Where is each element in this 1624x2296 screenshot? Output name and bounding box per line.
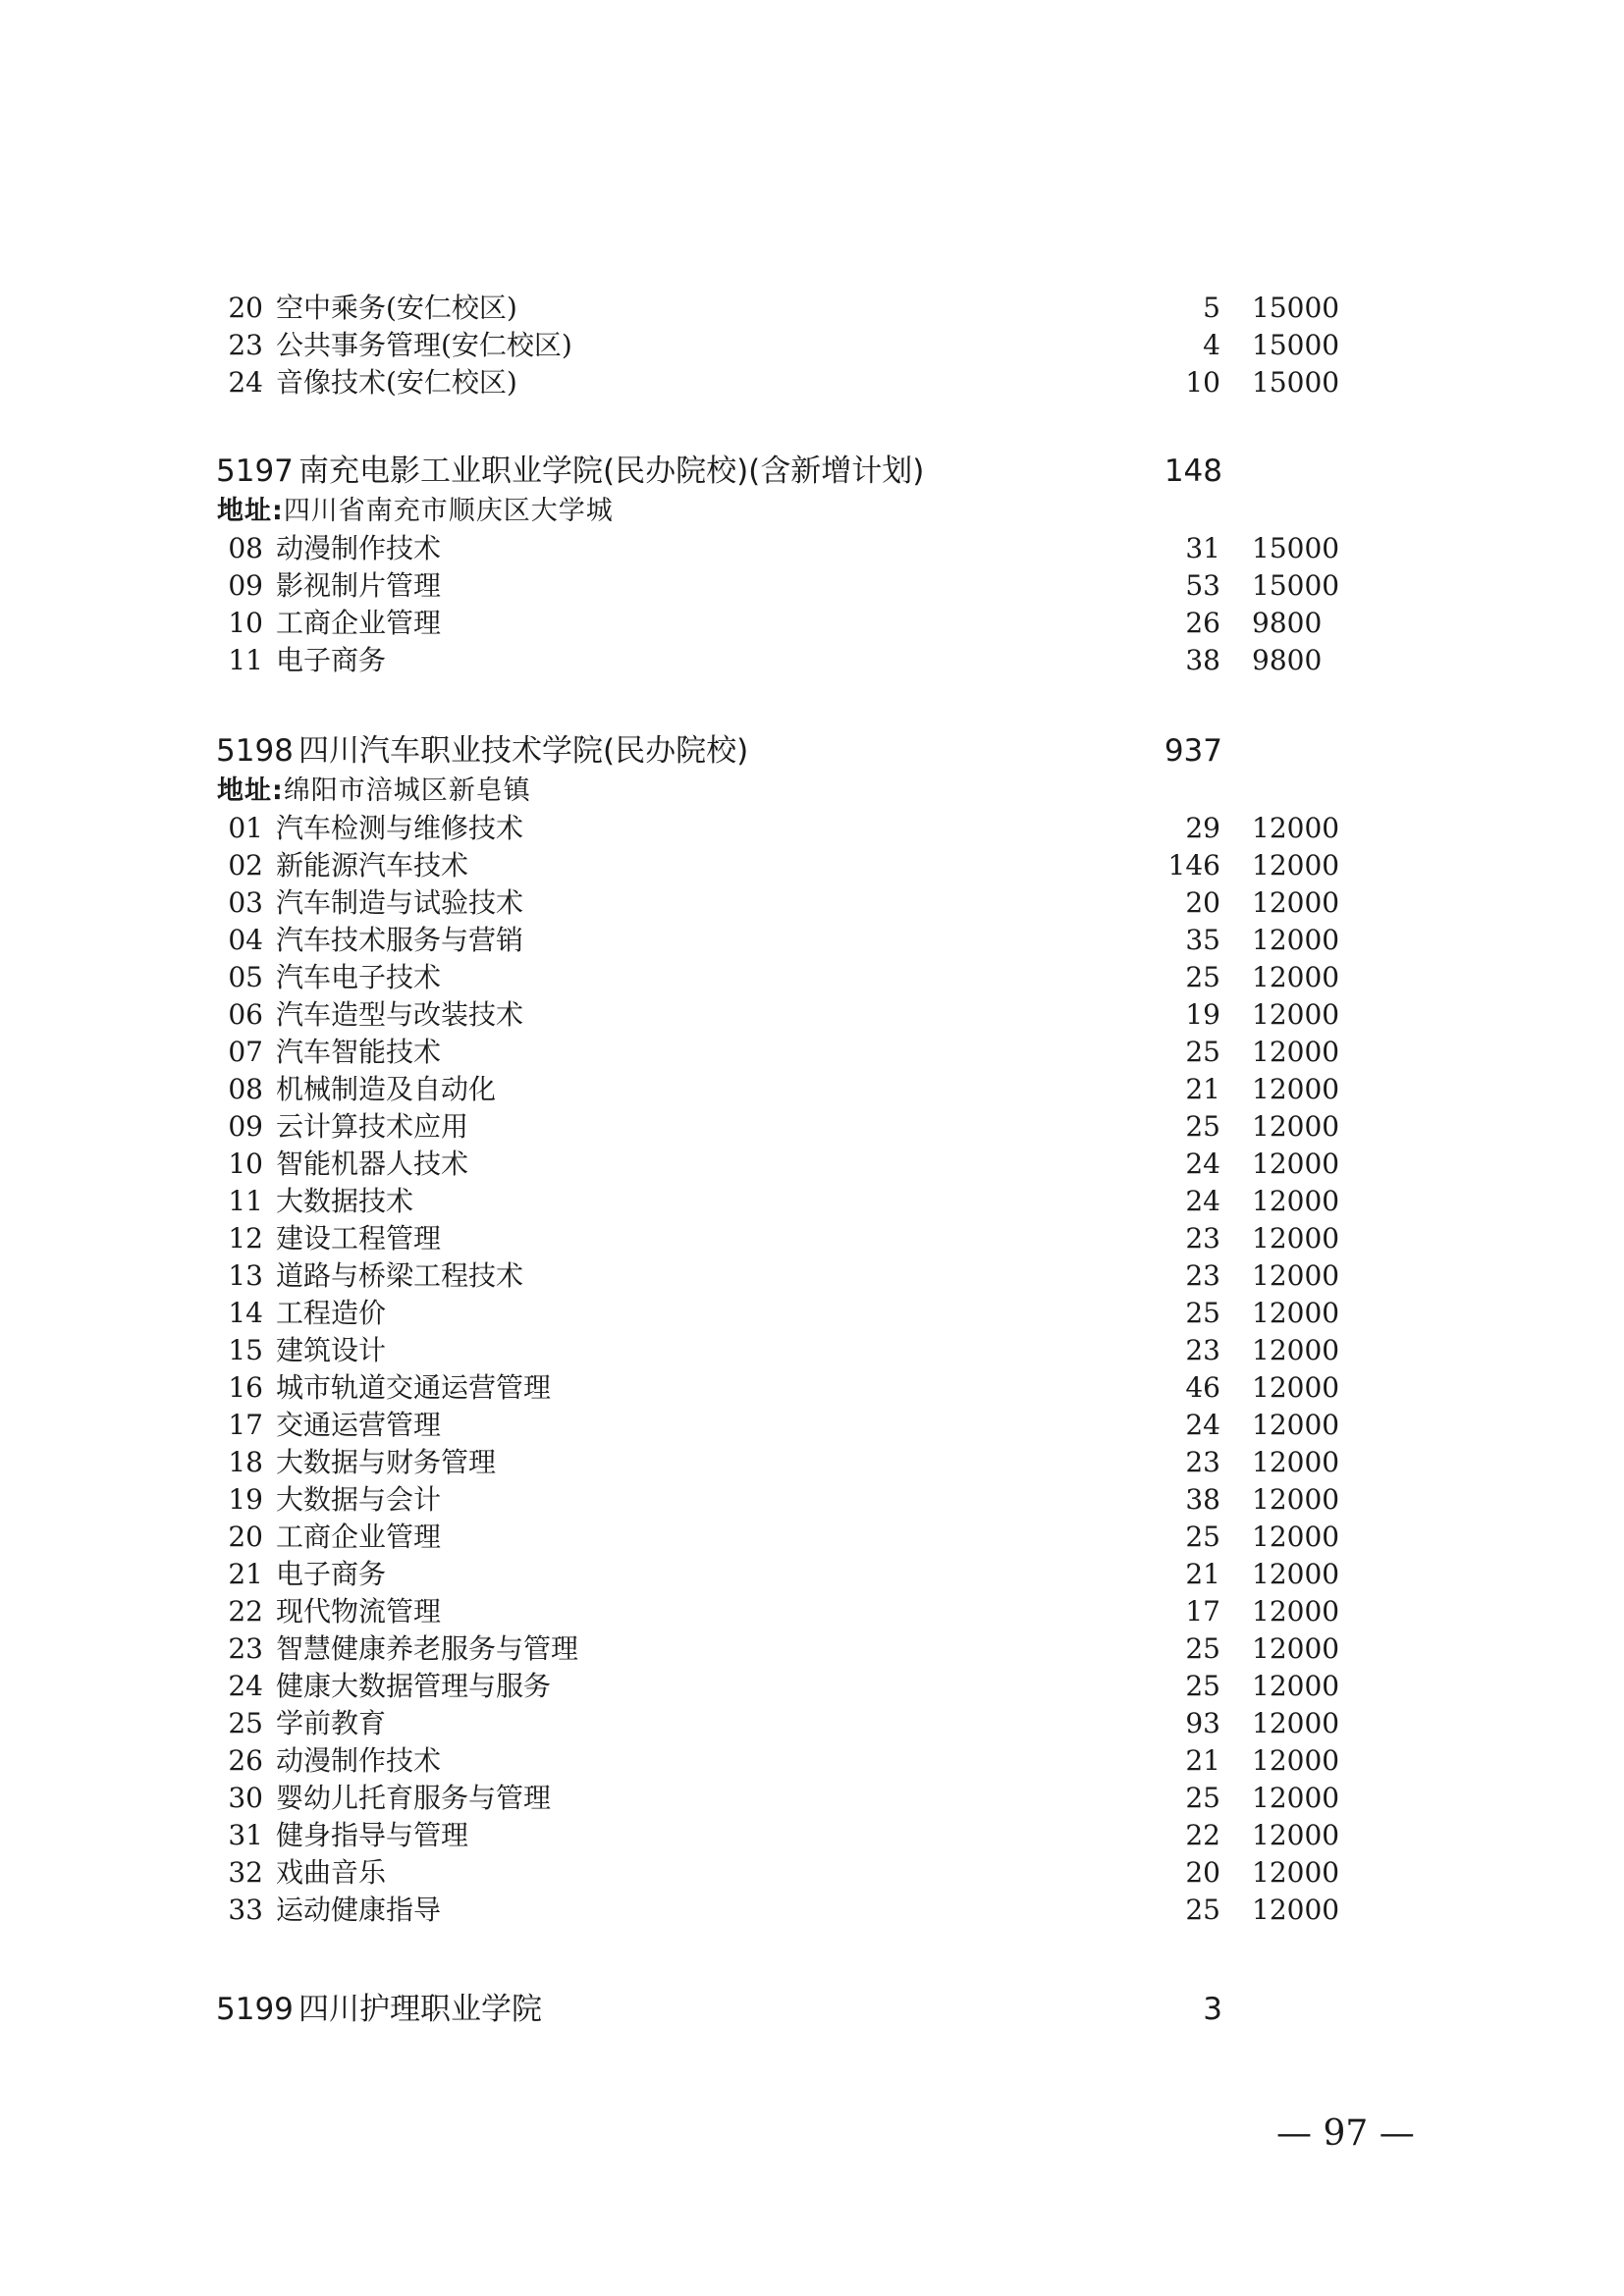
major-code: 18 [228, 1446, 263, 1478]
school-address [0, 773, 1624, 810]
major-count: 35 [1185, 924, 1220, 956]
major-count: 4 [1203, 329, 1220, 361]
major-fee: 12000 [1252, 1558, 1340, 1590]
school-address [0, 493, 1624, 530]
major-code: 10 [228, 607, 263, 639]
major-fee: 12000 [1252, 1856, 1340, 1889]
major-count: 20 [1185, 1856, 1220, 1889]
major-count: 23 [1185, 1334, 1220, 1366]
major-fee: 12000 [1252, 998, 1340, 1031]
major-row [0, 959, 1624, 996]
major-fee: 12000 [1252, 1595, 1340, 1628]
major-name: 音像技术(安仁校区) [276, 366, 517, 399]
school-code: 5199 [216, 1992, 294, 2027]
major-row [0, 1146, 1624, 1183]
major-name: 大数据技术 [276, 1185, 414, 1217]
major-fee: 12000 [1252, 1670, 1340, 1702]
major-count: 146 [1167, 849, 1220, 881]
major-code: 08 [228, 532, 263, 564]
major-fee: 12000 [1252, 1521, 1340, 1553]
major-code: 11 [228, 644, 263, 676]
major-row [0, 1742, 1624, 1780]
major-fee: 12000 [1252, 1334, 1340, 1366]
major-fee: 12000 [1252, 1409, 1340, 1441]
major-code: 31 [228, 1819, 263, 1851]
address-label: 地址: [217, 775, 284, 806]
school-section-5199 [0, 1988, 1624, 2031]
major-code: 23 [228, 329, 263, 361]
school-section-5198 [0, 729, 1624, 1929]
page-number: — 97 — [1276, 2113, 1415, 2154]
major-row [0, 1444, 1624, 1481]
major-name: 动漫制作技术 [276, 1744, 442, 1777]
major-name: 动漫制作技术 [276, 532, 442, 564]
major-code: 10 [228, 1148, 263, 1180]
major-fee: 12000 [1252, 1297, 1340, 1329]
major-code: 33 [228, 1894, 263, 1926]
school-total: 148 [1164, 454, 1222, 489]
major-code: 16 [228, 1371, 263, 1404]
major-fee: 15000 [1252, 329, 1340, 361]
major-name: 汽车检测与维修技术 [276, 812, 524, 844]
major-row [0, 1332, 1624, 1369]
major-row [0, 996, 1624, 1034]
school-total: 3 [1203, 1992, 1222, 2027]
major-name: 机械制造及自动化 [276, 1073, 497, 1105]
major-code: 07 [228, 1036, 263, 1068]
major-code: 05 [228, 961, 263, 993]
major-name: 建筑设计 [276, 1334, 387, 1366]
major-row [0, 810, 1624, 847]
major-fee: 15000 [1252, 366, 1340, 399]
major-count: 17 [1185, 1595, 1220, 1628]
major-fee: 15000 [1252, 532, 1340, 564]
major-code: 23 [228, 1632, 263, 1665]
major-count: 26 [1185, 607, 1220, 639]
major-row [0, 1481, 1624, 1519]
major-name: 戏曲音乐 [276, 1856, 387, 1889]
major-row [0, 1034, 1624, 1071]
school-name: 四川汽车职业技术学院(民办院校) [298, 733, 749, 769]
major-count: 29 [1185, 812, 1220, 844]
major-row [0, 1369, 1624, 1407]
major-fee: 12000 [1252, 1744, 1340, 1777]
major-fee: 12000 [1252, 1222, 1340, 1255]
address-text: 绵阳市涪城区新皂镇 [283, 775, 531, 806]
major-fee: 12000 [1252, 1632, 1340, 1665]
major-count: 21 [1185, 1073, 1220, 1105]
major-name: 智能机器人技术 [276, 1148, 469, 1180]
major-row [0, 1295, 1624, 1332]
major-name: 道路与桥梁工程技术 [276, 1259, 524, 1292]
major-name: 大数据与会计 [276, 1483, 442, 1516]
school-total: 937 [1164, 733, 1222, 769]
major-code: 02 [228, 849, 263, 881]
major-fee: 12000 [1252, 849, 1340, 881]
major-name: 电子商务 [276, 1558, 387, 1590]
major-code: 08 [228, 1073, 263, 1105]
major-row [0, 1705, 1624, 1742]
major-count: 10 [1185, 366, 1220, 399]
major-count: 53 [1185, 569, 1220, 602]
major-code: 03 [228, 886, 263, 919]
major-fee: 9800 [1252, 607, 1323, 639]
major-row [0, 1257, 1624, 1295]
major-count: 38 [1185, 1483, 1220, 1516]
major-fee: 12000 [1252, 1073, 1340, 1105]
major-row [0, 922, 1624, 959]
major-code: 04 [228, 924, 263, 956]
major-fee: 12000 [1252, 924, 1340, 956]
major-list [0, 530, 1624, 679]
major-code: 13 [228, 1259, 263, 1292]
major-fee: 12000 [1252, 1185, 1340, 1217]
school-section-5197 [0, 450, 1624, 679]
major-count: 31 [1185, 532, 1220, 564]
major-code: 09 [228, 1110, 263, 1143]
major-row [0, 847, 1624, 884]
major-name: 工商企业管理 [276, 1521, 442, 1553]
major-row [0, 884, 1624, 922]
major-name: 汽车智能技术 [276, 1036, 442, 1068]
major-row [0, 1630, 1624, 1668]
major-count: 25 [1185, 1110, 1220, 1143]
major-name: 汽车造型与改装技术 [276, 998, 524, 1031]
major-code: 20 [228, 1521, 263, 1553]
major-fee: 12000 [1252, 1782, 1340, 1814]
major-count: 24 [1185, 1148, 1220, 1180]
major-count: 38 [1185, 644, 1220, 676]
major-code: 15 [228, 1334, 263, 1366]
major-name: 现代物流管理 [276, 1595, 442, 1628]
major-code: 30 [228, 1782, 263, 1814]
major-code: 14 [228, 1297, 263, 1329]
major-count: 25 [1185, 1632, 1220, 1665]
major-count: 25 [1185, 1521, 1220, 1553]
major-name: 空中乘务(安仁校区) [276, 292, 517, 324]
major-count: 24 [1185, 1185, 1220, 1217]
major-name: 工程造价 [276, 1297, 387, 1329]
major-name: 运动健康指导 [276, 1894, 442, 1926]
major-code: 01 [228, 812, 263, 844]
major-count: 5 [1203, 292, 1220, 324]
major-code: 11 [228, 1185, 263, 1217]
major-row [0, 1183, 1624, 1220]
major-code: 26 [228, 1744, 263, 1777]
major-fee: 12000 [1252, 961, 1340, 993]
school-code: 5197 [216, 454, 294, 489]
major-fee: 9800 [1252, 644, 1323, 676]
major-row [0, 1519, 1624, 1556]
major-count: 25 [1185, 1297, 1220, 1329]
major-name: 大数据与财务管理 [276, 1446, 497, 1478]
major-row [0, 364, 1624, 401]
major-code: 25 [228, 1707, 263, 1739]
major-count: 25 [1185, 961, 1220, 993]
major-fee: 12000 [1252, 1819, 1340, 1851]
major-name: 城市轨道交通运营管理 [276, 1371, 552, 1404]
school-name: 南充电影工业职业学院(民办院校)(含新增计划) [298, 454, 925, 489]
major-fee: 12000 [1252, 1894, 1340, 1926]
major-count: 25 [1185, 1036, 1220, 1068]
major-row [0, 1780, 1624, 1817]
major-count: 23 [1185, 1259, 1220, 1292]
major-name: 新能源汽车技术 [276, 849, 469, 881]
school-header [0, 450, 1624, 493]
major-code: 24 [228, 1670, 263, 1702]
major-code: 24 [228, 366, 263, 399]
major-count: 93 [1185, 1707, 1220, 1739]
major-count: 19 [1185, 998, 1220, 1031]
major-count: 22 [1185, 1819, 1220, 1851]
major-code: 20 [228, 292, 263, 324]
major-name: 健康大数据管理与服务 [276, 1670, 552, 1702]
major-fee: 12000 [1252, 812, 1340, 844]
major-name: 婴幼儿托育服务与管理 [276, 1782, 552, 1814]
major-row [0, 1556, 1624, 1593]
major-row [0, 567, 1624, 605]
major-fee: 12000 [1252, 886, 1340, 919]
school-header [0, 1988, 1624, 2031]
major-code: 09 [228, 569, 263, 602]
major-fee: 15000 [1252, 569, 1340, 602]
major-row [0, 290, 1624, 327]
major-name: 汽车制造与试验技术 [276, 886, 524, 919]
major-name: 智慧健康养老服务与管理 [276, 1632, 579, 1665]
major-code: 21 [228, 1558, 263, 1590]
major-name: 交通运营管理 [276, 1409, 442, 1441]
major-fee: 12000 [1252, 1110, 1340, 1143]
major-row [0, 1854, 1624, 1892]
major-fee: 12000 [1252, 1371, 1340, 1404]
major-code: 32 [228, 1856, 263, 1889]
major-name: 汽车电子技术 [276, 961, 442, 993]
major-count: 25 [1185, 1670, 1220, 1702]
major-row [0, 1892, 1624, 1929]
major-list [0, 810, 1624, 1929]
major-name: 汽车技术服务与营销 [276, 924, 524, 956]
major-name: 电子商务 [276, 644, 387, 676]
major-name: 影视制片管理 [276, 569, 442, 602]
major-count: 25 [1185, 1894, 1220, 1926]
major-name: 健身指导与管理 [276, 1819, 469, 1851]
major-count: 46 [1185, 1371, 1220, 1404]
major-code: 12 [228, 1222, 263, 1255]
major-fee: 15000 [1252, 292, 1340, 324]
major-fee: 12000 [1252, 1446, 1340, 1478]
major-count: 25 [1185, 1782, 1220, 1814]
major-fee: 12000 [1252, 1259, 1340, 1292]
major-row [0, 1108, 1624, 1146]
major-count: 23 [1185, 1446, 1220, 1478]
major-name: 公共事务管理(安仁校区) [276, 329, 572, 361]
major-row [0, 327, 1624, 364]
school-name: 四川护理职业学院 [298, 1992, 542, 2027]
school-code: 5198 [216, 733, 294, 769]
major-row [0, 1071, 1624, 1108]
school-header [0, 729, 1624, 773]
major-row [0, 1220, 1624, 1257]
major-count: 21 [1185, 1744, 1220, 1777]
major-row [0, 1407, 1624, 1444]
major-name: 云计算技术应用 [276, 1110, 469, 1143]
major-count: 20 [1185, 886, 1220, 919]
major-code: 06 [228, 998, 263, 1031]
major-name: 工商企业管理 [276, 607, 442, 639]
major-count: 24 [1185, 1409, 1220, 1441]
major-row [0, 530, 1624, 567]
major-row [0, 605, 1624, 642]
major-row [0, 1817, 1624, 1854]
major-name: 建设工程管理 [276, 1222, 442, 1255]
major-fee: 12000 [1252, 1707, 1340, 1739]
continued-majors [0, 290, 1624, 401]
major-fee: 12000 [1252, 1483, 1340, 1516]
major-code: 22 [228, 1595, 263, 1628]
major-row [0, 1593, 1624, 1630]
major-name: 学前教育 [276, 1707, 387, 1739]
address-text: 四川省南充市顺庆区大学城 [283, 496, 614, 526]
major-fee: 12000 [1252, 1148, 1340, 1180]
major-count: 21 [1185, 1558, 1220, 1590]
address-label: 地址: [217, 496, 284, 526]
major-code: 19 [228, 1483, 263, 1516]
major-count: 23 [1185, 1222, 1220, 1255]
major-fee: 12000 [1252, 1036, 1340, 1068]
major-code: 17 [228, 1409, 263, 1441]
major-row [0, 642, 1624, 679]
major-row [0, 1668, 1624, 1705]
